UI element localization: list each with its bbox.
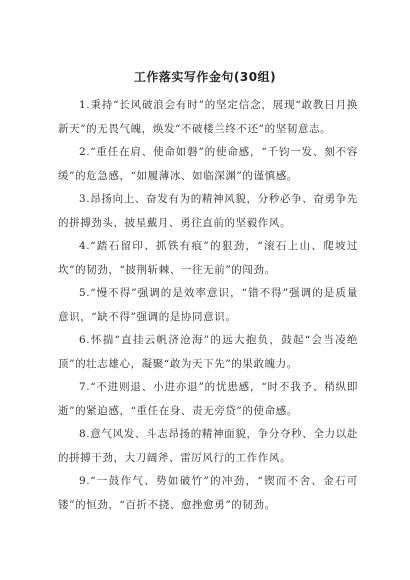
list-item: 3.昂扬向上、奋发有为的精神风貌，分秒必争、奋勇争先的拼搏劲头，披星戴月、勇往直前的坚毅作风。 xyxy=(58,193,358,229)
list-item: 4.“踏石留印、抓铁有痕”的狠劲，“滚石上山、爬坡过坎”的韧劲，“披荆斩棘、一往无前”的闯劲。 xyxy=(58,240,358,276)
list-item: 6.怀揣“直挂云帆济沧海”的远大抱负，鼓起“会当凌绝顶”的壮志雄心，凝聚“敢为天下先”的果敢魄力。 xyxy=(58,334,358,370)
list-item: 9.“一鼓作气、势如破竹”的冲劲，“锲而不舍、金石可镂”的恒劲，“百折不挠、愈挫愈勇”的韧劲。 xyxy=(58,475,358,511)
list-item: 2.“重任在肩、使命如磐”的使命感，“千钧一发、刻不容缓”的危急感，“如履薄冰、如临深渊”的谨慎感。 xyxy=(58,146,358,182)
list-item: 1.秉持“长风破浪会有时”的坚定信念，展现“敢教日月换新天”的无畏气魄，焕发“不破楼兰终不还”的坚韧意志。 xyxy=(58,99,358,135)
document-title: 工作落实写作金句(30组) xyxy=(133,70,277,84)
list-item: 5.“慢不得”强调的是效率意识，“错不得”强调的是质量意识，“缺不得”强调的是协同意识。 xyxy=(58,287,358,323)
document-body xyxy=(58,94,358,517)
list-item: 8.意气风发、斗志昂扬的精神面貌，争分夺秒、全力以赴的拼搏干劲，大刀阔斧、雷厉风行的工作作风。 xyxy=(58,428,358,464)
list-item: 7.“不进则退、小进亦退”的忧患感，“时不我予、稍纵即逝”的紧迫感，“重任在身、责无旁贷”的使命感。 xyxy=(58,381,358,417)
